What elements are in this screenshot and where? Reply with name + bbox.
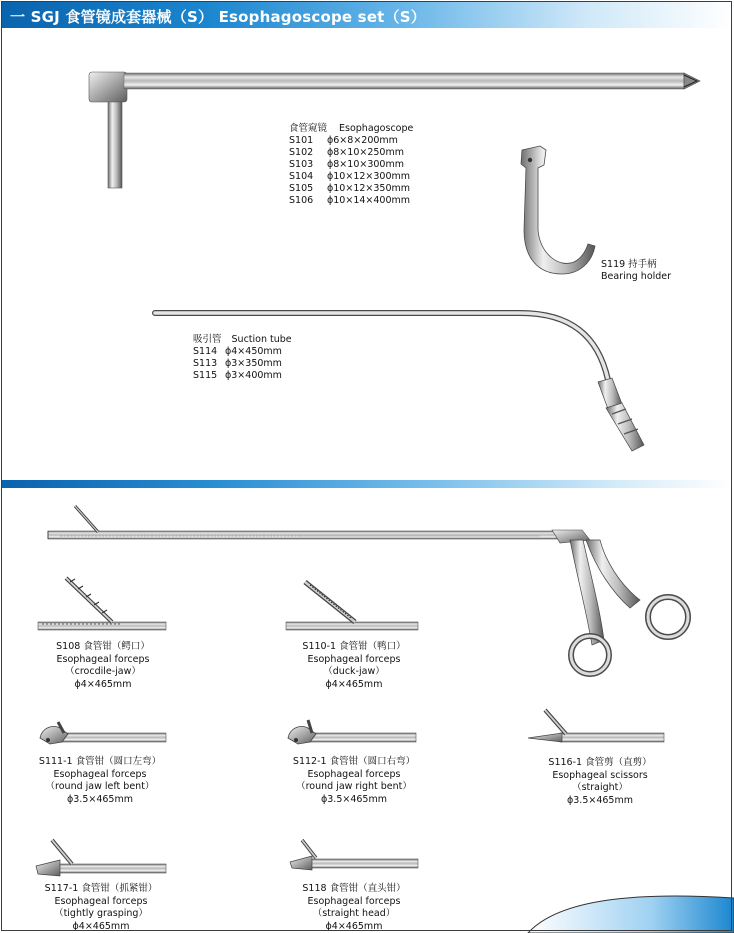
caption-size: ϕ4×465mm bbox=[72, 920, 130, 932]
spec-code: S113 bbox=[193, 358, 218, 369]
spec-size: ϕ8×10×300mm bbox=[327, 159, 404, 170]
spec-code: S114 bbox=[193, 346, 218, 357]
caption-name: Esophageal forceps bbox=[56, 653, 150, 665]
caption-size: ϕ3.5×465mm bbox=[321, 793, 387, 805]
spec-size: ϕ10×12×350mm bbox=[327, 183, 411, 194]
spec-code: S105 bbox=[289, 183, 314, 194]
page-title: 一 SGJ 食管镜成套器械（S） Esophagoscope set（S） bbox=[10, 8, 426, 26]
suction-tube-title-cn: 吸引管 bbox=[193, 334, 222, 345]
caption-code: S110-1 食管钳（鸭口） bbox=[302, 641, 406, 652]
caption-size: ϕ3.5×465mm bbox=[567, 794, 633, 806]
caption-size: ϕ4×465mm bbox=[325, 678, 383, 690]
spec-size: ϕ10×14×400mm bbox=[327, 195, 411, 206]
spec-code: S103 bbox=[289, 159, 314, 170]
spec-code: S115 bbox=[193, 370, 218, 381]
bearing-holder-code: S119 持手柄 bbox=[601, 259, 657, 270]
spec-code: S101 bbox=[289, 135, 314, 146]
caption-code: S108 食管钳（鳄口） bbox=[56, 641, 150, 652]
caption-name: Esophageal forceps bbox=[307, 653, 401, 665]
page-border bbox=[1, 1, 732, 931]
caption-size: ϕ4×465mm bbox=[325, 920, 383, 932]
caption-type: （round jaw right bent） bbox=[296, 781, 412, 792]
caption-type: （round jaw left bent） bbox=[45, 781, 155, 792]
caption-name: Esophageal forceps bbox=[307, 895, 401, 907]
caption-name: Esophageal forceps bbox=[54, 895, 148, 907]
caption-size: ϕ4×465mm bbox=[74, 678, 132, 690]
spec-code: S106 bbox=[289, 195, 314, 206]
spec-size: ϕ6×8×200mm bbox=[327, 135, 398, 146]
spec-code: S102 bbox=[289, 147, 314, 158]
spec-size: ϕ3×350mm bbox=[225, 358, 282, 369]
bearing-holder-name: Bearing holder bbox=[601, 271, 672, 282]
spec-code: S104 bbox=[289, 171, 314, 182]
caption-type: （crocdile-jaw） bbox=[65, 666, 141, 677]
caption-name: Esophageal forceps bbox=[307, 768, 401, 780]
suction-tube-title-en: Suction tube bbox=[231, 334, 292, 345]
esophagoscope-title-en: Esophagoscope bbox=[339, 123, 414, 134]
caption-size: ϕ3.5×465mm bbox=[67, 793, 133, 805]
caption-name: Esophageal forceps bbox=[53, 768, 147, 780]
spec-size: ϕ8×10×250mm bbox=[327, 147, 404, 158]
spec-size: ϕ10×12×300mm bbox=[327, 171, 411, 182]
caption-code: S118 食管钳（直头钳） bbox=[302, 883, 406, 894]
spec-size: ϕ3×400mm bbox=[225, 370, 282, 381]
caption-type: （duck-jaw） bbox=[323, 666, 385, 677]
esophagoscope-title-cn: 食管窥镜 bbox=[289, 123, 328, 134]
caption-code: S117-1 食管钳（抓紧钳） bbox=[44, 883, 158, 894]
caption-name: Esophageal scissors bbox=[552, 769, 648, 781]
caption-code: S112-1 食管钳（圆口右弯） bbox=[292, 756, 416, 767]
caption-type: （straight） bbox=[572, 782, 628, 793]
caption-code: S116-1 食管剪（直剪） bbox=[548, 757, 652, 768]
caption-type: （straight head） bbox=[312, 908, 396, 919]
caption-code: S111-1 食管钳（圆口左弯） bbox=[38, 756, 162, 767]
spec-size: ϕ4×450mm bbox=[225, 346, 282, 357]
caption-type: （tightly grasping） bbox=[54, 908, 148, 919]
